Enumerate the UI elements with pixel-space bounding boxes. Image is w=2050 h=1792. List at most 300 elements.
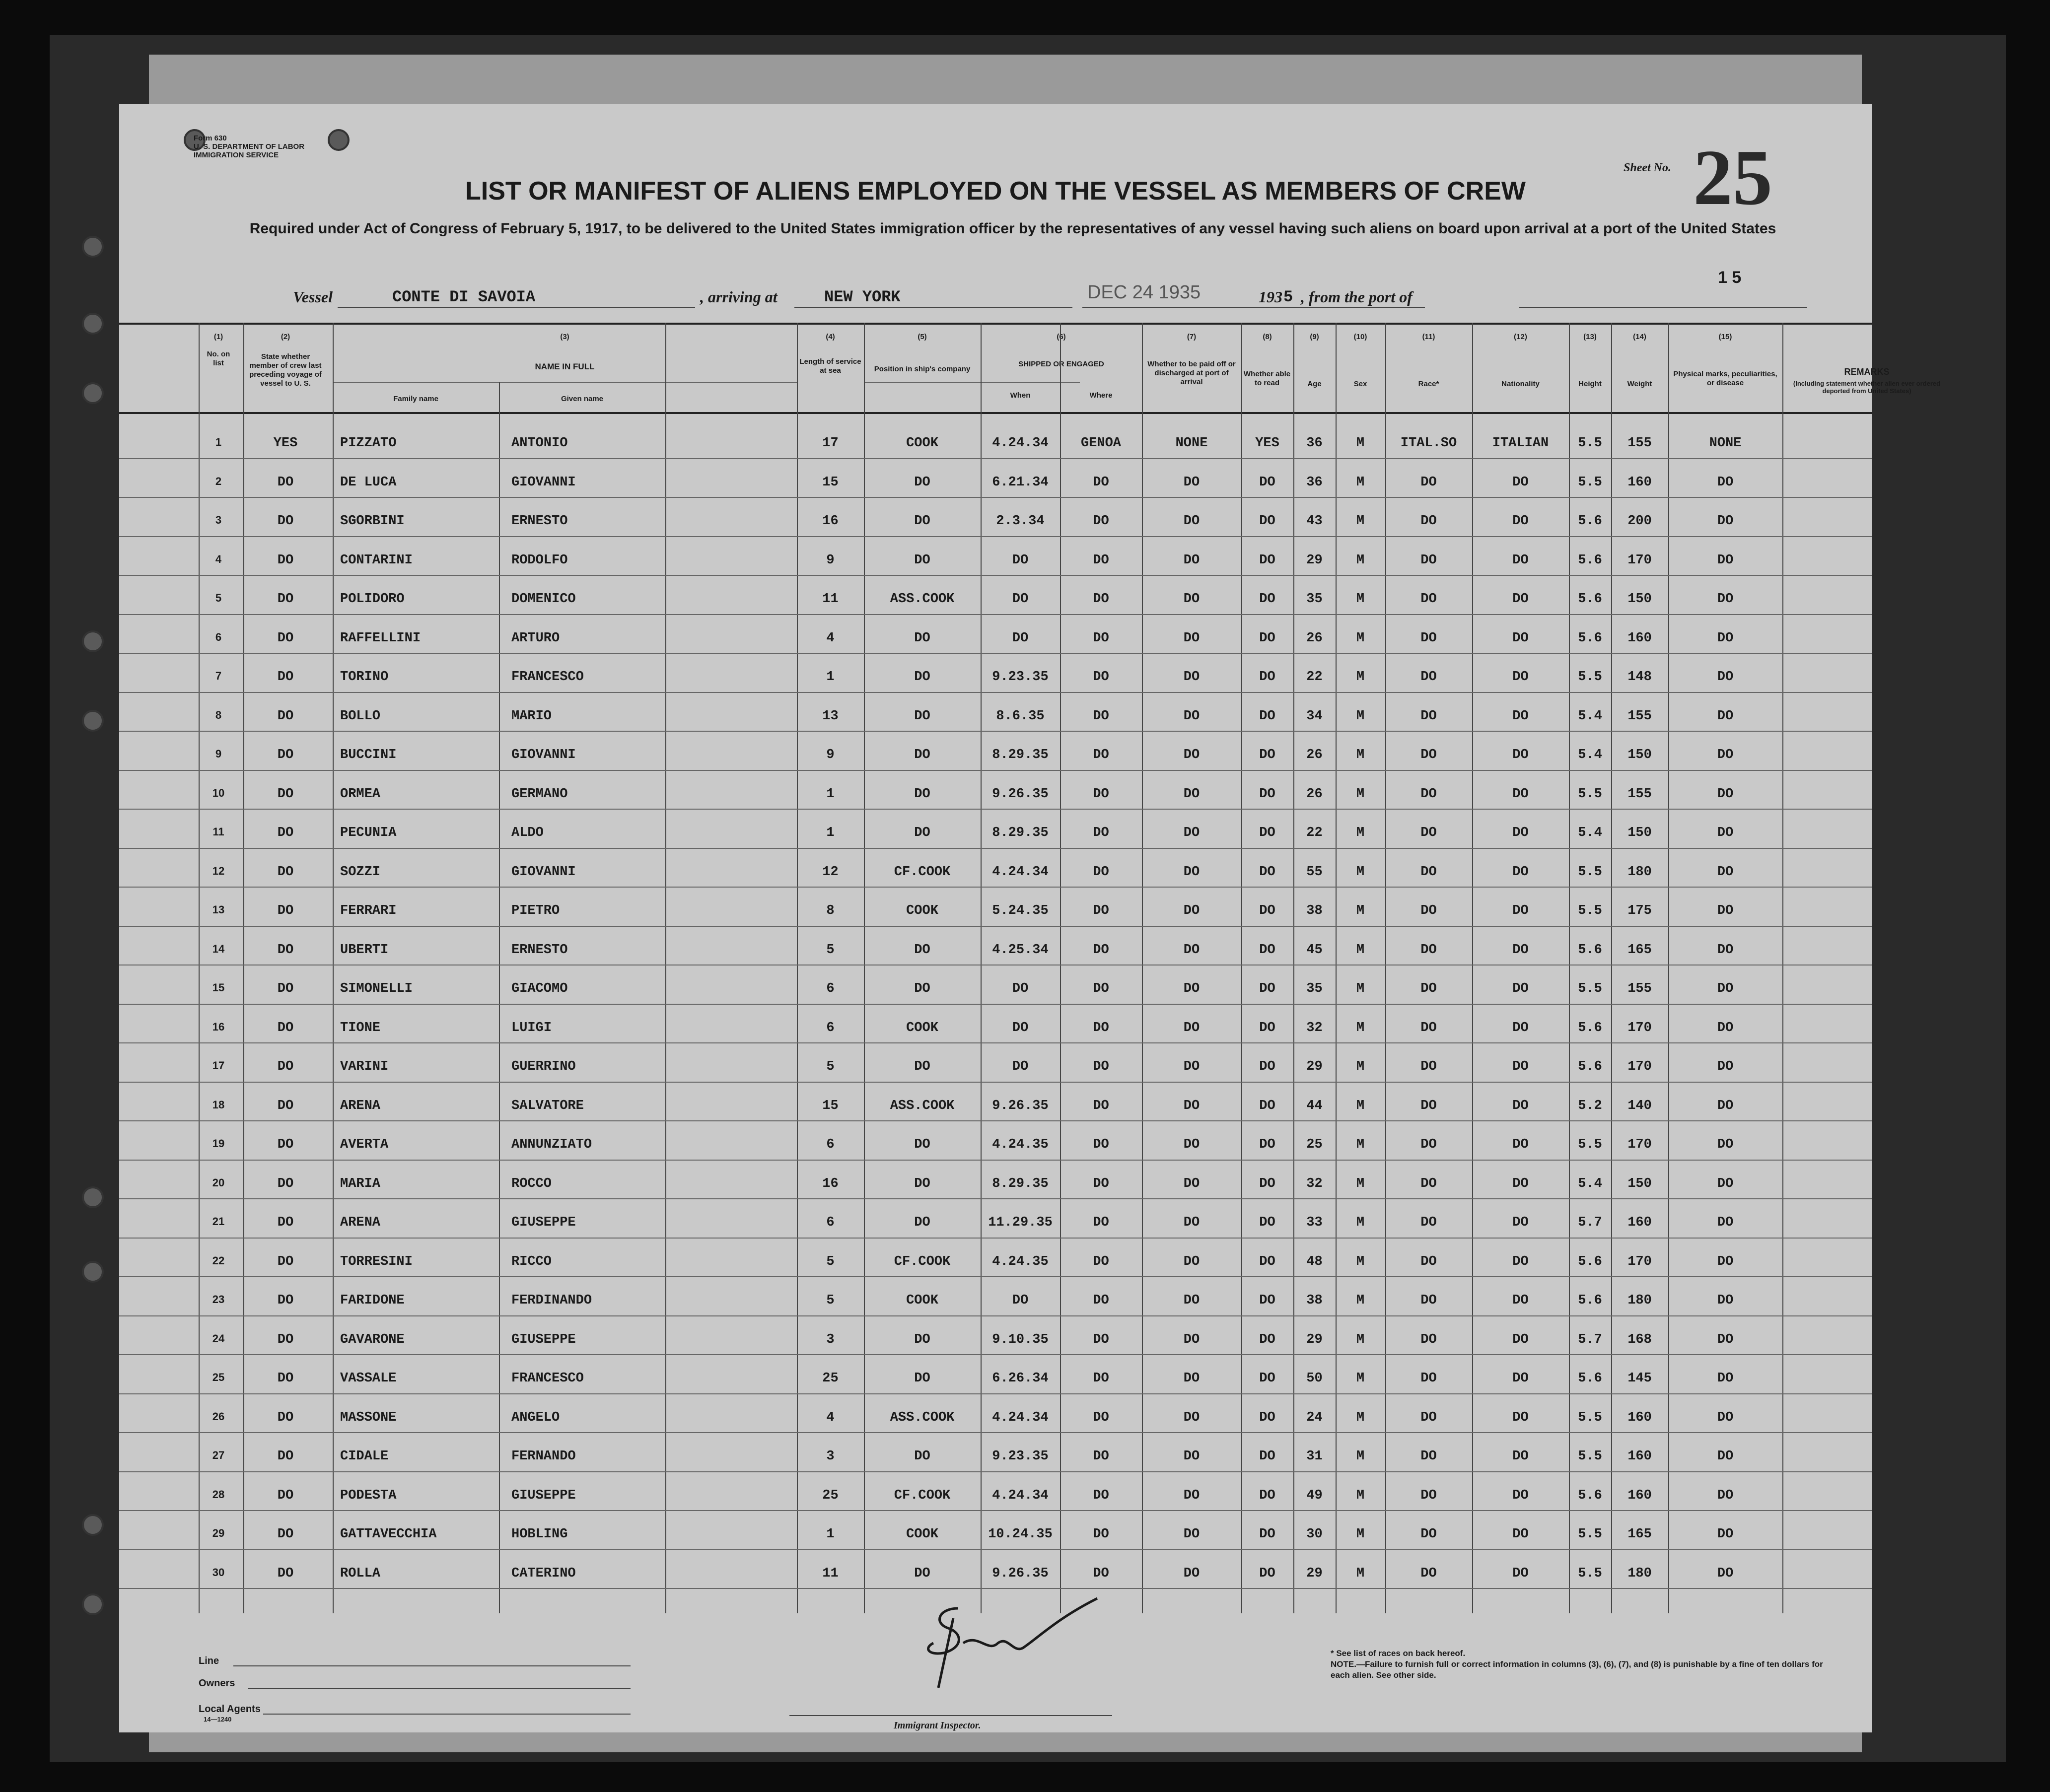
shipped-where-cell: DO <box>1093 514 1109 529</box>
column-divider <box>1782 323 1783 1613</box>
weight-cell: 170 <box>1627 1059 1652 1074</box>
age-cell: 33 <box>1306 1215 1323 1230</box>
race-cell: DO <box>1420 1254 1437 1269</box>
able-to-read-cell: DO <box>1259 630 1275 646</box>
paid-off-cell: DO <box>1183 1020 1200 1035</box>
nationality-cell: DO <box>1512 1020 1529 1035</box>
shipped-where-cell: DO <box>1093 1566 1109 1581</box>
weight-cell: 170 <box>1627 552 1652 568</box>
height-cell: 5.6 <box>1578 1371 1602 1386</box>
shipped-where-cell: DO <box>1093 786 1109 802</box>
physical-marks-cell: DO <box>1717 1488 1734 1503</box>
race-cell: DO <box>1420 475 1437 490</box>
paid-off-cell: DO <box>1183 475 1200 490</box>
shipped-where-cell: DO <box>1093 1293 1109 1308</box>
weight-cell: 148 <box>1627 670 1652 685</box>
sex-cell: M <box>1356 1566 1365 1581</box>
weight-cell: 160 <box>1627 1488 1652 1503</box>
header-length-of-service: Length of service at sea <box>799 357 861 375</box>
row-number: 28 <box>212 1488 225 1501</box>
shipped-where-cell: DO <box>1093 864 1109 880</box>
row-rule <box>119 1004 1872 1005</box>
previous-voyage-cell: DO <box>277 1215 294 1230</box>
sex-cell: M <box>1356 1410 1365 1425</box>
race-cell: DO <box>1420 630 1437 646</box>
shipped-where-cell: DO <box>1093 475 1109 490</box>
race-cell: DO <box>1420 708 1437 724</box>
height-cell: 5.6 <box>1578 1059 1602 1074</box>
shipped-where-cell: DO <box>1093 748 1109 762</box>
race-cell: DO <box>1420 552 1437 568</box>
race-cell: DO <box>1420 1215 1437 1230</box>
previous-voyage-cell: DO <box>277 786 294 802</box>
family-name-cell: ARENA <box>340 1098 381 1113</box>
manifest-table <box>119 323 1941 1613</box>
shipped-where-cell: DO <box>1093 630 1109 646</box>
previous-voyage-cell: DO <box>277 1059 294 1074</box>
previous-voyage-cell: DO <box>277 981 294 996</box>
corner-mark: 1 5 <box>1718 268 1742 287</box>
height-cell: 5.4 <box>1578 708 1602 724</box>
sex-cell: M <box>1356 514 1365 529</box>
row-rule <box>119 1160 1872 1161</box>
row-rule <box>119 848 1872 849</box>
row-rule <box>119 1510 1872 1511</box>
given-name-cell: RICCO <box>511 1254 552 1269</box>
race-cell: DO <box>1420 942 1437 958</box>
age-cell: 32 <box>1306 1176 1323 1191</box>
weight-cell: 180 <box>1627 864 1652 880</box>
shipped-when-cell: 11.29.35 <box>988 1215 1053 1230</box>
shipped-when-cell: DO <box>1012 592 1029 607</box>
col-number: (7) <box>1187 333 1197 341</box>
sex-cell: M <box>1356 1098 1365 1113</box>
row-rule <box>119 1549 1872 1550</box>
shipped-where-cell: DO <box>1093 1176 1109 1191</box>
previous-voyage-cell: DO <box>277 670 294 685</box>
previous-voyage-cell: DO <box>277 475 294 490</box>
age-cell: 50 <box>1306 1371 1323 1386</box>
length-of-service-cell: 1 <box>826 826 835 840</box>
position-cell: COOK <box>906 903 938 918</box>
height-cell: 5.7 <box>1578 1332 1602 1347</box>
able-to-read-cell: DO <box>1259 903 1275 918</box>
row-number: 4 <box>215 552 222 565</box>
family-name-cell: FERRARI <box>340 903 397 918</box>
shipped-when-cell: 4.24.34 <box>992 1410 1049 1425</box>
paid-off-cell: DO <box>1183 552 1200 568</box>
paid-off-cell: DO <box>1183 1059 1200 1074</box>
weight-cell: 170 <box>1627 1254 1652 1269</box>
position-cell: DO <box>914 981 930 996</box>
row-rule <box>119 1042 1872 1043</box>
family-name-cell: FARIDONE <box>340 1293 405 1308</box>
able-to-read-cell: DO <box>1259 981 1275 996</box>
sex-cell: M <box>1356 786 1365 802</box>
line-label: Line <box>199 1655 219 1666</box>
col-number: (11) <box>1422 333 1435 341</box>
inspector-label: Immigrant Inspector. <box>894 1720 981 1731</box>
paid-off-cell: DO <box>1183 1254 1200 1269</box>
age-cell: 44 <box>1306 1098 1323 1113</box>
height-cell: 5.4 <box>1578 826 1602 840</box>
length-of-service-cell: 6 <box>826 1020 835 1035</box>
arrival-port: NEW YORK <box>824 288 901 306</box>
row-number: 20 <box>212 1176 225 1189</box>
physical-marks-cell: DO <box>1717 1215 1734 1230</box>
races-note: * See list of races on back hereof. <box>1331 1649 1466 1658</box>
paid-off-cell: DO <box>1183 670 1200 685</box>
shipped-when-cell: 2.3.34 <box>996 514 1045 529</box>
shipped-when-cell: DO <box>1012 552 1029 568</box>
paid-off-cell: DO <box>1183 1137 1200 1152</box>
age-cell: 36 <box>1306 436 1323 451</box>
height-cell: 5.5 <box>1578 786 1602 802</box>
length-of-service-cell: 6 <box>826 981 835 996</box>
able-to-read-cell: DO <box>1259 1293 1275 1308</box>
row-rule <box>119 1432 1872 1433</box>
length-of-service-cell: 15 <box>822 1098 839 1113</box>
shipped-when-cell: 9.23.35 <box>992 1449 1049 1464</box>
height-cell: 5.2 <box>1578 1098 1602 1113</box>
nationality-cell: DO <box>1512 514 1529 529</box>
weight-cell: 155 <box>1627 786 1652 802</box>
paid-off-cell: DO <box>1183 786 1200 802</box>
position-cell: DO <box>914 826 930 840</box>
punch-hole <box>82 1514 104 1536</box>
shipped-when-cell: 9.26.35 <box>992 786 1049 802</box>
shipped-where-cell: DO <box>1093 1137 1109 1152</box>
column-divider <box>499 382 500 1613</box>
paid-off-cell: DO <box>1183 1566 1200 1581</box>
position-cell: CF.COOK <box>894 1488 951 1503</box>
race-cell: DO <box>1420 592 1437 607</box>
nationality-cell: DO <box>1512 903 1529 918</box>
height-cell: 5.5 <box>1578 475 1602 490</box>
family-name-cell: GATTAVECCHIA <box>340 1527 437 1542</box>
punch-hole <box>82 313 104 335</box>
race-cell: DO <box>1420 1566 1437 1581</box>
given-name-cell: FRANCESCO <box>511 670 584 685</box>
header-remarks: REMARKS <box>1844 367 1890 377</box>
race-cell: DO <box>1420 1293 1437 1308</box>
race-cell: DO <box>1420 1527 1437 1542</box>
length-of-service-cell: 11 <box>822 1566 839 1581</box>
paid-off-cell: DO <box>1183 514 1200 529</box>
row-rule <box>119 887 1872 888</box>
punch-hole <box>82 1593 104 1615</box>
position-cell: DO <box>914 1332 930 1347</box>
sex-cell: M <box>1356 903 1365 918</box>
physical-marks-cell: DO <box>1717 1254 1734 1269</box>
length-of-service-cell: 9 <box>826 552 835 568</box>
given-name-cell: GIACOMO <box>511 981 568 996</box>
race-cell: DO <box>1420 1410 1437 1425</box>
shipped-when-cell: 4.24.34 <box>992 436 1049 451</box>
shipped-when-cell: DO <box>1012 630 1029 646</box>
arrival-year: 5 <box>1283 288 1293 306</box>
position-cell: DO <box>914 630 930 646</box>
nationality-cell: DO <box>1512 1410 1529 1425</box>
previous-voyage-cell: DO <box>277 1293 294 1308</box>
position-cell: DO <box>914 786 930 802</box>
race-cell: ITAL.SO <box>1400 436 1457 451</box>
weight-cell: 165 <box>1627 1527 1652 1542</box>
sex-cell: M <box>1356 1332 1365 1347</box>
nationality-cell: ITALIAN <box>1492 436 1549 451</box>
nationality-cell: DO <box>1512 475 1529 490</box>
row-number: 7 <box>215 670 222 682</box>
physical-marks-cell: DO <box>1717 1020 1734 1035</box>
weight-cell: 200 <box>1627 514 1652 529</box>
row-number: 2 <box>215 475 222 487</box>
nationality-cell: DO <box>1512 1449 1529 1464</box>
vessel-info-line <box>293 282 1807 311</box>
family-name-cell: ARENA <box>340 1215 381 1230</box>
previous-voyage-cell: DO <box>277 942 294 958</box>
length-of-service-cell: 8 <box>826 903 835 918</box>
row-number: 10 <box>212 786 225 799</box>
nationality-cell: DO <box>1512 708 1529 724</box>
shipped-where-cell: DO <box>1093 1059 1109 1074</box>
physical-marks-cell: DO <box>1717 670 1734 685</box>
physical-marks-cell: DO <box>1717 1332 1734 1347</box>
given-name-cell: FERNANDO <box>511 1449 576 1464</box>
given-name-cell: GIUSEPPE <box>511 1332 576 1347</box>
shipped-when-cell: 4.24.35 <box>992 1137 1049 1152</box>
nationality-cell: DO <box>1512 1332 1529 1347</box>
given-name-cell: FERDINANDO <box>511 1293 592 1308</box>
weight-cell: 160 <box>1627 475 1652 490</box>
physical-marks-cell: DO <box>1717 942 1734 958</box>
position-cell: DO <box>914 670 930 685</box>
row-number: 30 <box>212 1566 225 1579</box>
position-cell: COOK <box>906 1527 938 1542</box>
given-name-cell: GIOVANNI <box>511 864 576 880</box>
given-name-cell: ERNESTO <box>511 514 568 529</box>
shipped-where-cell: DO <box>1093 1098 1109 1113</box>
previous-voyage-cell: DO <box>277 864 294 880</box>
height-cell: 5.5 <box>1578 864 1602 880</box>
given-name-cell: GIUSEPPE <box>511 1488 576 1503</box>
length-of-service-cell: 3 <box>826 1332 835 1347</box>
previous-voyage-cell: DO <box>277 1137 294 1152</box>
given-name-cell: RODOLFO <box>511 552 568 568</box>
position-cell: DO <box>914 748 930 762</box>
paid-off-cell: DO <box>1183 864 1200 880</box>
physical-marks-cell: DO <box>1717 786 1734 802</box>
height-cell: 5.5 <box>1578 1449 1602 1464</box>
length-of-service-cell: 1 <box>826 786 835 802</box>
shipped-when-cell: 4.24.34 <box>992 864 1049 880</box>
position-cell: COOK <box>906 1020 938 1035</box>
position-cell: ASS.COOK <box>890 1410 955 1425</box>
row-number: 6 <box>215 630 222 643</box>
family-name-cell: TORINO <box>340 670 389 685</box>
shipped-where-cell: DO <box>1093 1410 1109 1425</box>
shipped-where-cell: DO <box>1093 826 1109 840</box>
height-cell: 5.6 <box>1578 552 1602 568</box>
length-of-service-cell: 3 <box>826 1449 835 1464</box>
weight-cell: 140 <box>1627 1098 1652 1113</box>
sex-cell: M <box>1356 592 1365 607</box>
weight-cell: 155 <box>1627 436 1652 451</box>
able-to-read-cell: DO <box>1259 1566 1275 1581</box>
shipped-where-cell: DO <box>1093 1527 1109 1542</box>
row-number: 9 <box>215 748 222 760</box>
able-to-read-cell: DO <box>1259 786 1275 802</box>
weight-cell: 170 <box>1627 1020 1652 1035</box>
weight-cell: 165 <box>1627 942 1652 958</box>
able-to-read-cell: DO <box>1259 1059 1275 1074</box>
shipped-when-cell: 9.26.35 <box>992 1098 1049 1113</box>
height-cell: 5.5 <box>1578 903 1602 918</box>
shipped-when-cell: 4.25.34 <box>992 942 1049 958</box>
shipped-where-cell: GENOA <box>1080 436 1121 451</box>
paid-off-cell: DO <box>1183 592 1200 607</box>
age-cell: 24 <box>1306 1410 1323 1425</box>
age-cell: 29 <box>1306 1332 1323 1347</box>
position-cell: CF.COOK <box>894 864 951 880</box>
paid-off-cell: DO <box>1183 942 1200 958</box>
paid-off-cell: DO <box>1183 630 1200 646</box>
shipped-when-cell: 9.23.35 <box>992 670 1049 685</box>
paid-off-cell: DO <box>1183 1176 1200 1191</box>
row-number: 29 <box>212 1527 225 1539</box>
col-number: (3) <box>560 333 569 341</box>
nationality-cell: DO <box>1512 1566 1529 1581</box>
row-rule <box>119 575 1872 576</box>
physical-marks-cell: DO <box>1717 552 1734 568</box>
nationality-cell: DO <box>1512 1137 1529 1152</box>
from-port-label: , from the port of <box>1301 288 1413 306</box>
previous-voyage-cell: DO <box>277 1332 294 1347</box>
sex-cell: M <box>1356 981 1365 996</box>
paid-off-cell: DO <box>1183 1215 1200 1230</box>
family-name-cell: SGORBINI <box>340 514 405 529</box>
given-name-cell: CATERINO <box>511 1566 576 1581</box>
row-number: 15 <box>212 981 225 994</box>
paid-off-cell: DO <box>1183 1410 1200 1425</box>
nationality-cell: DO <box>1512 1488 1529 1503</box>
length-of-service-cell: 6 <box>826 1137 835 1152</box>
physical-marks-cell: DO <box>1717 903 1734 918</box>
height-cell: 5.6 <box>1578 1488 1602 1503</box>
weight-cell: 160 <box>1627 1449 1652 1464</box>
height-cell: 5.7 <box>1578 1215 1602 1230</box>
family-name-cell: RAFFELLINI <box>340 630 421 646</box>
able-to-read-cell: DO <box>1259 1176 1275 1191</box>
family-name-cell: PECUNIA <box>340 826 397 840</box>
family-name-cell: SOZZI <box>340 864 381 880</box>
length-of-service-cell: 13 <box>822 708 839 724</box>
sex-cell: M <box>1356 1449 1365 1464</box>
sex-cell: M <box>1356 748 1365 762</box>
length-of-service-cell: 11 <box>822 592 839 607</box>
paid-off-cell: DO <box>1183 826 1200 840</box>
sex-cell: M <box>1356 1254 1365 1269</box>
age-cell: 34 <box>1306 708 1323 724</box>
physical-marks-cell: DO <box>1717 1293 1734 1308</box>
sex-cell: M <box>1356 1293 1365 1308</box>
shipped-when-cell: DO <box>1012 1293 1029 1308</box>
penalty-note: NOTE.—Failure to furnish full or correct information in columns (3), (6), (7), and (8) is punishable by a fine of ten dollars for each alien. See other side. <box>1331 1659 1823 1680</box>
weight-cell: 155 <box>1627 708 1652 724</box>
height-cell: 5.6 <box>1578 1020 1602 1035</box>
paid-off-cell: DO <box>1183 1098 1200 1113</box>
nationality-cell: DO <box>1512 670 1529 685</box>
paid-off-cell: NONE <box>1175 436 1208 451</box>
previous-voyage-cell: DO <box>277 1371 294 1386</box>
position-cell: DO <box>914 1449 930 1464</box>
able-to-read-cell: DO <box>1259 1488 1275 1503</box>
shipped-where-cell: DO <box>1093 942 1109 958</box>
nationality-cell: DO <box>1512 630 1529 646</box>
physical-marks-cell: NONE <box>1709 436 1742 451</box>
shipped-when-cell: 8.29.35 <box>992 748 1049 762</box>
race-cell: DO <box>1420 748 1437 762</box>
race-cell: DO <box>1420 981 1437 996</box>
family-name-cell: PIZZATO <box>340 436 397 451</box>
age-cell: 48 <box>1306 1254 1323 1269</box>
height-cell: 5.5 <box>1578 981 1602 996</box>
header-where: Where <box>1089 391 1113 400</box>
date-stamp: DEC 24 1935 <box>1087 282 1201 303</box>
able-to-read-cell: DO <box>1259 670 1275 685</box>
position-cell: DO <box>914 708 930 724</box>
given-name-cell: PIETRO <box>511 903 560 918</box>
row-rule <box>119 1198 1872 1199</box>
punch-hole <box>82 236 104 258</box>
physical-marks-cell: DO <box>1717 475 1734 490</box>
header-nationality: Nationality <box>1501 380 1540 388</box>
length-of-service-cell: 25 <box>822 1488 839 1503</box>
age-cell: 26 <box>1306 786 1323 802</box>
header-age: Age <box>1307 380 1322 388</box>
weight-cell: 155 <box>1627 981 1652 996</box>
previous-voyage-cell: DO <box>277 1488 294 1503</box>
length-of-service-cell: 5 <box>826 1293 835 1308</box>
col-number: (14) <box>1633 333 1646 341</box>
family-name-cell: CIDALE <box>340 1449 389 1464</box>
col-number: (15) <box>1718 333 1732 341</box>
able-to-read-cell: DO <box>1259 1215 1275 1230</box>
nationality-cell: DO <box>1512 552 1529 568</box>
family-name-cell: ORMEA <box>340 786 381 802</box>
physical-marks-cell: DO <box>1717 1527 1734 1542</box>
nationality-cell: DO <box>1512 592 1529 607</box>
position-cell: DO <box>914 1371 930 1386</box>
race-cell: DO <box>1420 826 1437 840</box>
given-name-cell: FRANCESCO <box>511 1371 584 1386</box>
sex-cell: M <box>1356 826 1365 840</box>
sex-cell: M <box>1356 475 1365 490</box>
row-number: 21 <box>212 1215 225 1228</box>
row-number: 1 <box>215 436 222 448</box>
height-cell: 5.6 <box>1578 1254 1602 1269</box>
nationality-cell: DO <box>1512 786 1529 802</box>
sex-cell: M <box>1356 1371 1365 1386</box>
able-to-read-cell: DO <box>1259 1527 1275 1542</box>
physical-marks-cell: DO <box>1717 981 1734 996</box>
row-number: 26 <box>212 1410 225 1423</box>
row-rule <box>119 1238 1872 1239</box>
race-cell: DO <box>1420 514 1437 529</box>
inspector-signature <box>889 1588 1187 1703</box>
able-to-read-cell: DO <box>1259 826 1275 840</box>
previous-voyage-cell: DO <box>277 630 294 646</box>
given-name-cell: ERNESTO <box>511 942 568 958</box>
